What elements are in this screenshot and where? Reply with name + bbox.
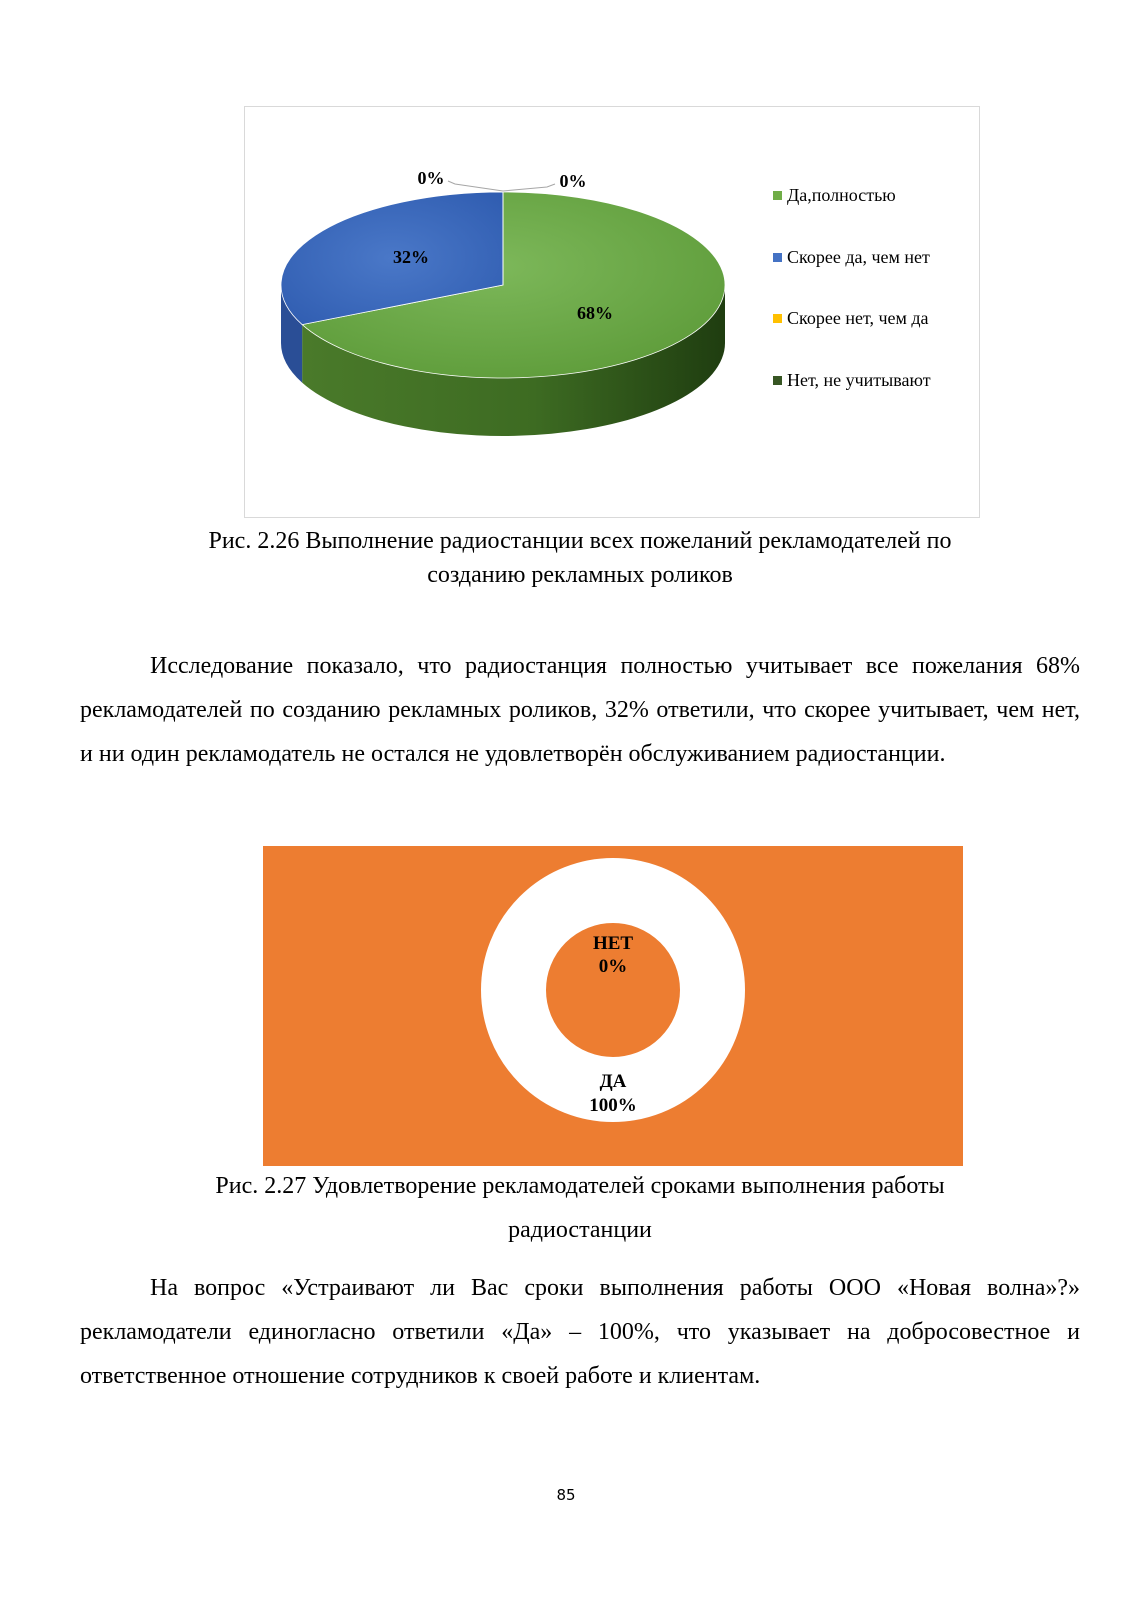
data-label-net-value: 0% <box>598 956 628 977</box>
data-label: 68% <box>577 303 613 323</box>
legend-item <box>773 183 896 207</box>
leader-line <box>503 184 555 191</box>
data-label: 0% <box>559 171 587 191</box>
data-label: 32% <box>393 247 429 267</box>
legend-label: Да,полностью <box>787 184 896 205</box>
donut-chart-frame <box>263 846 963 1166</box>
body-paragraph <box>80 1266 1080 1398</box>
legend-swatch <box>773 253 782 262</box>
data-label-da: ДА <box>599 1071 627 1092</box>
figure-caption <box>80 524 1080 592</box>
caption-line: радиостанции <box>508 1217 652 1243</box>
page-number: 85 <box>556 1486 576 1504</box>
donut-chart <box>263 846 963 1166</box>
legend-swatch <box>773 314 782 323</box>
legend-label: Скорее нет, чем да <box>787 307 929 328</box>
legend-item <box>773 306 929 330</box>
data-label: 0% <box>417 168 445 188</box>
legend-item <box>773 245 930 269</box>
caption-line: Рис. 2.27 Удовлетворение рекламодателей сроками выполнения работы <box>215 1173 945 1199</box>
data-label-da-value: 100% <box>589 1095 637 1116</box>
leader-line <box>448 181 503 191</box>
legend-label: Нет, не учитывают <box>787 369 931 390</box>
data-label-net: НЕТ <box>592 933 634 954</box>
legend-swatch <box>773 376 782 385</box>
body-paragraph <box>80 644 1080 776</box>
legend-label: Скорее да, чем нет <box>787 246 930 267</box>
paragraph-text: На вопрос «Устраивают ли Вас сроки выполнения работы ООО «Новая волна»?» рекламодатели единогласно ответили «Да» – 100%, что указывает на добросовестное и ответственное отношение сотрудников к своей работе и клиентам. <box>80 1275 1080 1389</box>
legend-swatch <box>773 191 782 200</box>
pie-chart-frame <box>244 106 980 518</box>
paragraph-text: Исследование показало, что радиостанция полностью учитывает все пожелания 68% рекламодателей по созданию рекламных роликов, 32% ответили, что скорее учитывает, чем нет, и ни один рекламодатель не остался не удовлетворён обслуживанием радиостанции. <box>80 653 1080 767</box>
caption-line: Рис. 2.26 Выполнение радиостанции всех пожеланий рекламодателей по <box>208 528 952 554</box>
legend-item <box>773 368 931 392</box>
figure-caption <box>80 1164 1080 1252</box>
caption-line: созданию рекламных роликов <box>427 562 733 588</box>
